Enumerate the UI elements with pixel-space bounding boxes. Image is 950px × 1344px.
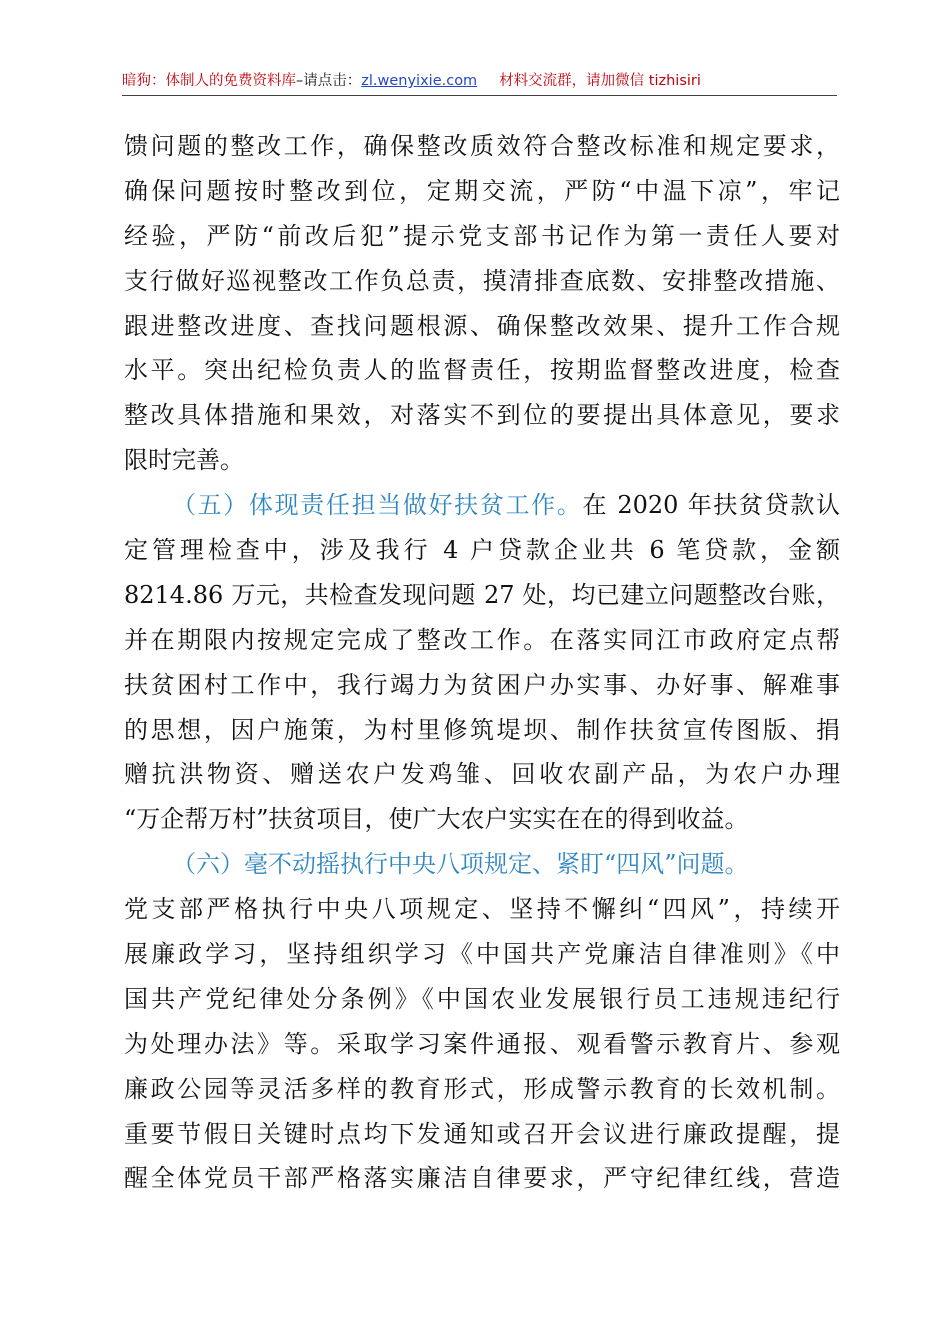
text-line: 跟进整改进度、查找问题根源、确保整改效果、提升工作合规 bbox=[124, 311, 840, 340]
text-line: 国共产党纪律处分条例》《中国农业发展银行员工违规违纪行 bbox=[124, 984, 840, 1013]
text-line bbox=[124, 483, 840, 528]
header-brand: 暗狗：体制人的免费资料库 bbox=[122, 73, 296, 89]
text-line: 馈问题的整改工作，确保整改质效符合整改标准和规定要求， bbox=[124, 132, 840, 160]
text-line: 赠抗洪物资、赠送农户发鸡雏、回收农副产品，为农户办理 bbox=[124, 760, 840, 789]
paragraph-3 bbox=[124, 842, 840, 1201]
text-line: 醒全体党员干部严格落实廉洁自律要求，严守纪律红线，营造 bbox=[124, 1164, 840, 1193]
text-line: 廉政公园等灵活多样的教育形式，形成警示教育的长效机制。 bbox=[124, 1074, 840, 1103]
text-line: 党支部严格执行中央八项规定、坚持不懈纠“四风”，持续开 bbox=[124, 895, 840, 924]
header-contact: 材料交流群，请加微信 tizhisiri bbox=[499, 73, 701, 89]
text-line: 经验，严防“前改后犯”提示党支部书记作为第一责任人要对 bbox=[124, 221, 840, 250]
text-line: 支行做好巡视整改工作负总责，摸清排查底数、安排整改措施、 bbox=[124, 266, 840, 295]
text-line: 扶贫困村工作中，我行竭力为贫困户办实事、办好事、解难事 bbox=[124, 670, 840, 699]
header-divider bbox=[122, 95, 837, 96]
text-line: 8214.86 万元，共检查发现问题 27 处，均已建立问题整改台账， bbox=[124, 580, 840, 609]
header-link[interactable]: zl.wenyixie.com bbox=[361, 73, 478, 89]
header-prompt: –请点击： bbox=[296, 73, 362, 89]
text-line: 为处理办法》等。采取学习案件通报、观看警示教育片、参观 bbox=[124, 1029, 840, 1058]
text-line bbox=[124, 842, 840, 887]
text-line: 并在期限内按规定完成了整改工作。在落实同江市政府定点帮 bbox=[124, 625, 840, 654]
page-header bbox=[122, 68, 837, 94]
text-line: 确保问题按时整改到位，定期交流，严防“中温下凉”，牢记 bbox=[124, 176, 840, 205]
text-line: 的思想，因户施策，为村里修筑堤坝、制作扶贫宣传图版、捐 bbox=[124, 715, 840, 744]
document-body bbox=[124, 124, 840, 1201]
paragraph-1 bbox=[124, 124, 840, 483]
paragraph-2 bbox=[124, 483, 840, 842]
text-line: 展廉政学习，坚持组织学习《中国共产党廉洁自律准则》《中 bbox=[124, 940, 840, 969]
text-line: 限时完善。 bbox=[124, 446, 244, 475]
text-line: 整改具体措施和果效，对落实不到位的要提出具体意见，要求 bbox=[124, 401, 840, 430]
section-heading-5: （五）体现责任担当做好扶贫工作。 bbox=[172, 491, 583, 520]
text-line: 水平。突出纪检负责人的监督责任，按期监督整改进度，检查 bbox=[124, 356, 840, 385]
section-heading-6: （六）毫不动摇执行中央八项规定、紧盯“四风”问题。 bbox=[172, 850, 749, 879]
text-line: 重要节假日关键时点均下发通知或召开会议进行廉政提醒，提 bbox=[124, 1119, 840, 1148]
text-line: “万企帮万村”扶贫项目，使广大农户实实在在的得到收益。 bbox=[124, 805, 749, 834]
text-line: 定管理检查中，涉及我行 4 户贷款企业共 6 笔贷款，金额 bbox=[124, 536, 840, 565]
text-segment: 在 2020 年扶贫贷款认 bbox=[582, 491, 840, 520]
